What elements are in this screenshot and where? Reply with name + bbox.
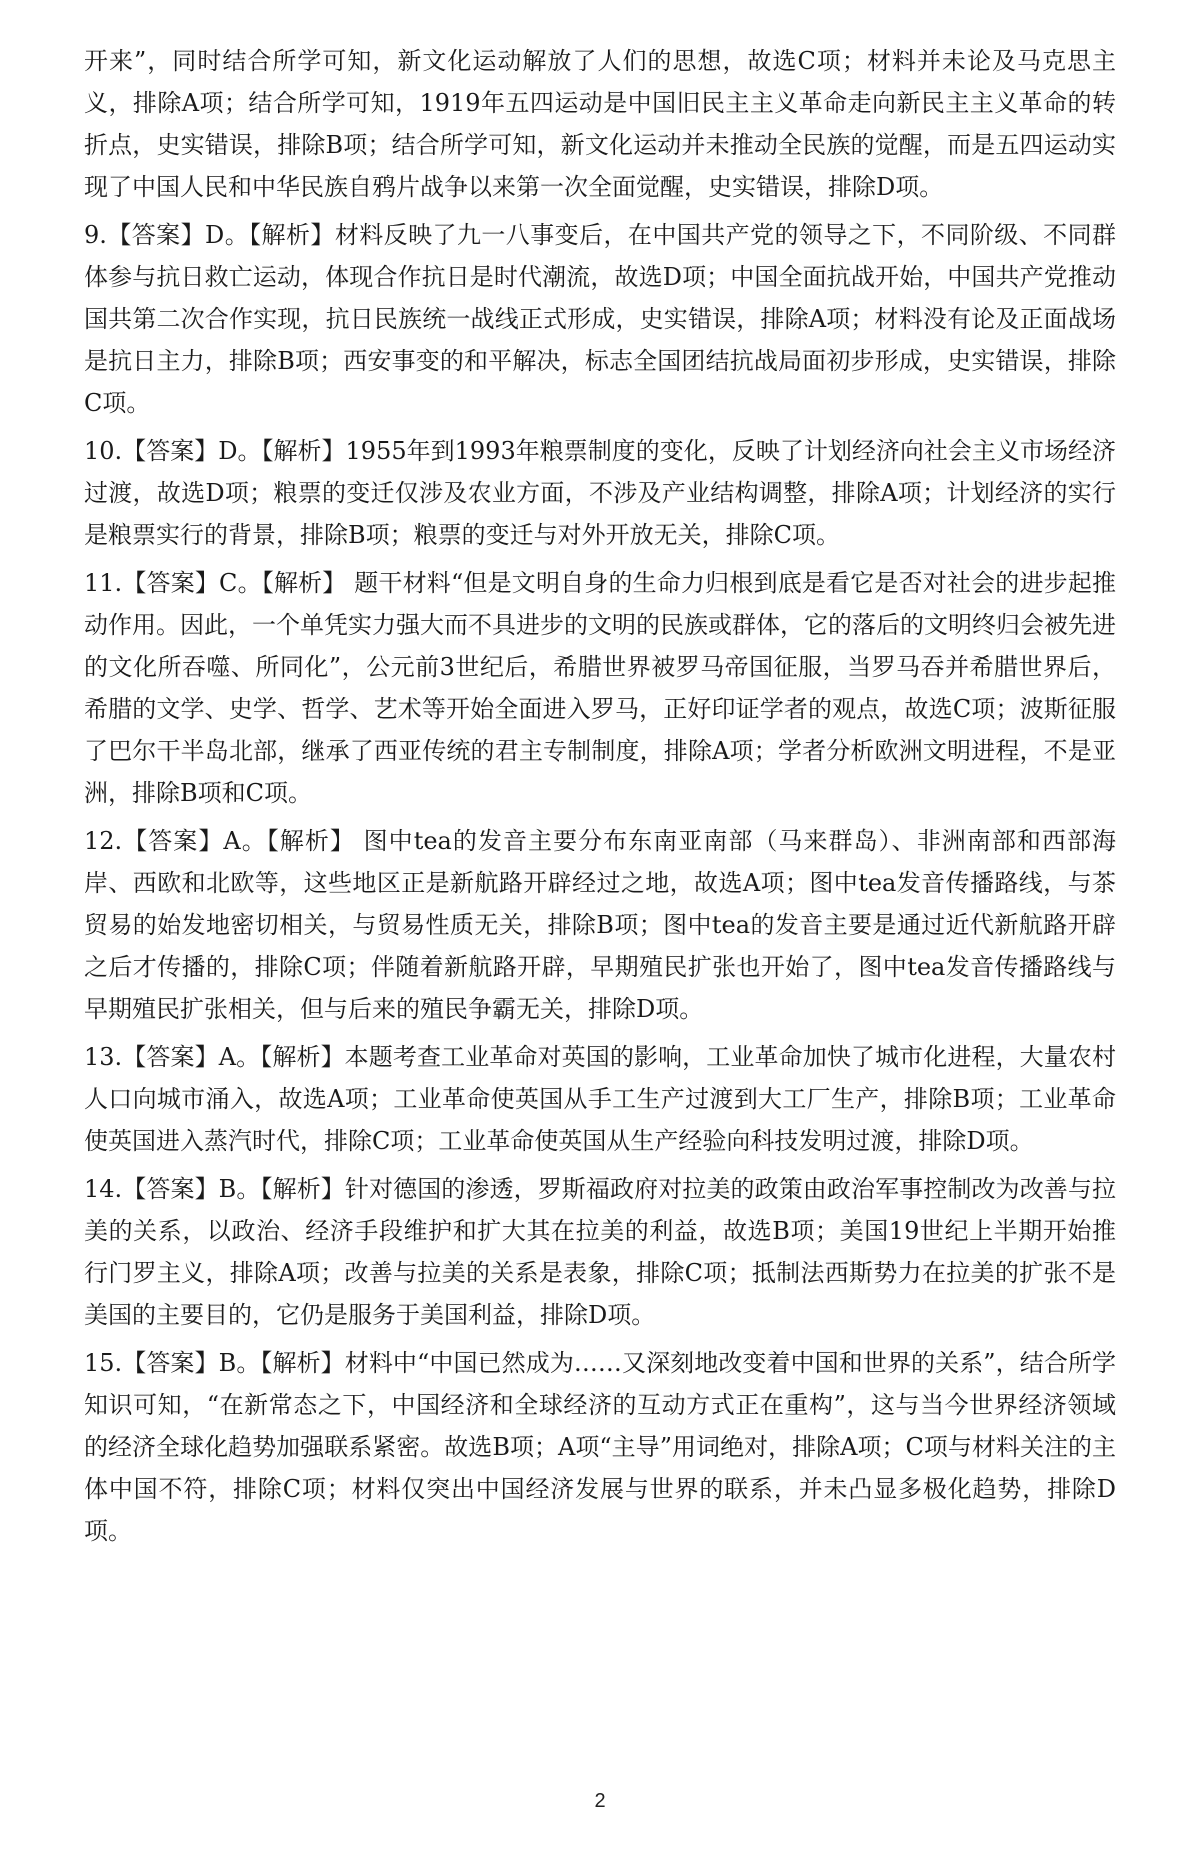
answer-10: 10.【答案】D。【解析】1955年到1993年粮票制度的变化，反映了计划经济向社会主义市场经济过渡，故选D项；粮票的变迁仅涉及农业方面，不涉及产业结构调整，排除A项；计划经济的实行是粮票实行的背景，排除B项；粮票的变迁与对外开放无关，排除C项。 (84, 437, 1116, 549)
answer-15: 15.【答案】B。【解析】材料中“中国已然成为……又深刻地改变着中国和世界的关系”，结合所学知识可知，“在新常态之下，中国经济和全球经济的互动方式正在重构”，这与当今世界经济领域的经济全球化趋势加强联系紧密。故选B项；A项“主导”用词绝对，排除A项；C项与材料关注的主体中国不符，排除C项；材料仅突出中国经济发展与世界的联系，并未凸显多极化趋势，排除D项。 (84, 1349, 1116, 1545)
page-number: 2 (594, 1790, 606, 1812)
answer-9: 9.【答案】D。【解析】材料反映了九一八事变后，在中国共产党的领导之下，不同阶级、不同群体参与抗日救亡运动，体现合作抗日是时代潮流，故选D项；中国全面抗战开始，中国共产党推动国共第二次合作实现，抗日民族统一战线正式形成，史实错误，排除A项；材料没有论及正面战场是抗日主力，排除B项；西安事变的和平解决，标志全国团结抗战局面初步形成，史实错误，排除C项。 (84, 221, 1116, 417)
answer-explanations (84, 40, 1116, 1558)
answer-13: 13.【答案】A。【解析】本题考查工业革命对英国的影响，工业革命加快了城市化进程，大量农村人口向城市涌入，故选A项；工业革命使英国从手工生产过渡到大工厂生产，排除B项；工业革命使英国进入蒸汽时代，排除C项；工业革命使英国从生产经验向科技发明过渡，排除D项。 (84, 1043, 1116, 1155)
answer-12: 12.【答案】A。【解析】 图中tea的发音主要分布东南亚南部（马来群岛）、非洲南部和西部海岸、西欧和北欧等，这些地区正是新航路开辟经过之地，故选A项；图中tea发音传播路线，与茶贸易的始发地密切相关，与贸易性质无关，排除B项；图中tea的发音主要是通过近代新航路开辟之后才传播的，排除C项；伴随着新航路开辟，早期殖民扩张也开始了，图中tea发音传播路线与早期殖民扩张相关，但与后来的殖民争霸无关，排除D项。 (84, 827, 1116, 1023)
answer-11: 11.【答案】C。【解析】 题干材料“但是文明自身的生命力归根到底是看它是否对社会的进步起推动作用。因此，一个单凭实力强大而不具进步的文明的民族或群体，它的落后的文明终归会被先进的文化所吞噬、所同化”，公元前3世纪后，希腊世界被罗马帝国征服，当罗马吞并希腊世界后，希腊的文学、史学、哲学、艺术等开始全面进入罗马，正好印证学者的观点，故选C项；波斯征服了巴尔干半岛北部，继承了西亚传统的君主专制制度，排除A项；学者分析欧洲文明进程，不是亚洲，排除B项和C项。 (84, 569, 1116, 807)
paragraph-continued: 开来”，同时结合所学可知，新文化运动解放了人们的思想，故选C项；材料并未论及马克思主义，排除A项；结合所学可知，1919年五四运动是中国旧民主主义革命走向新民主主义革命的转折点，史实错误，排除B项；结合所学可知，新文化运动并未推动全民族的觉醒，而是五四运动实现了中国人民和中华民族自鸦片战争以来第一次全面觉醒，史实错误，排除D项。 (84, 47, 1116, 201)
answer-14: 14.【答案】B。【解析】针对德国的渗透，罗斯福政府对拉美的政策由政治军事控制改为改善与拉美的关系，以政治、经济手段维护和扩大其在拉美的利益，故选B项；美国19世纪上半期开始推行门罗主义，排除A项；改善与拉美的关系是表象，排除C项；抵制法西斯势力在拉美的扩张不是美国的主要目的，它仍是服务于美国利益，排除D项。 (84, 1175, 1116, 1329)
